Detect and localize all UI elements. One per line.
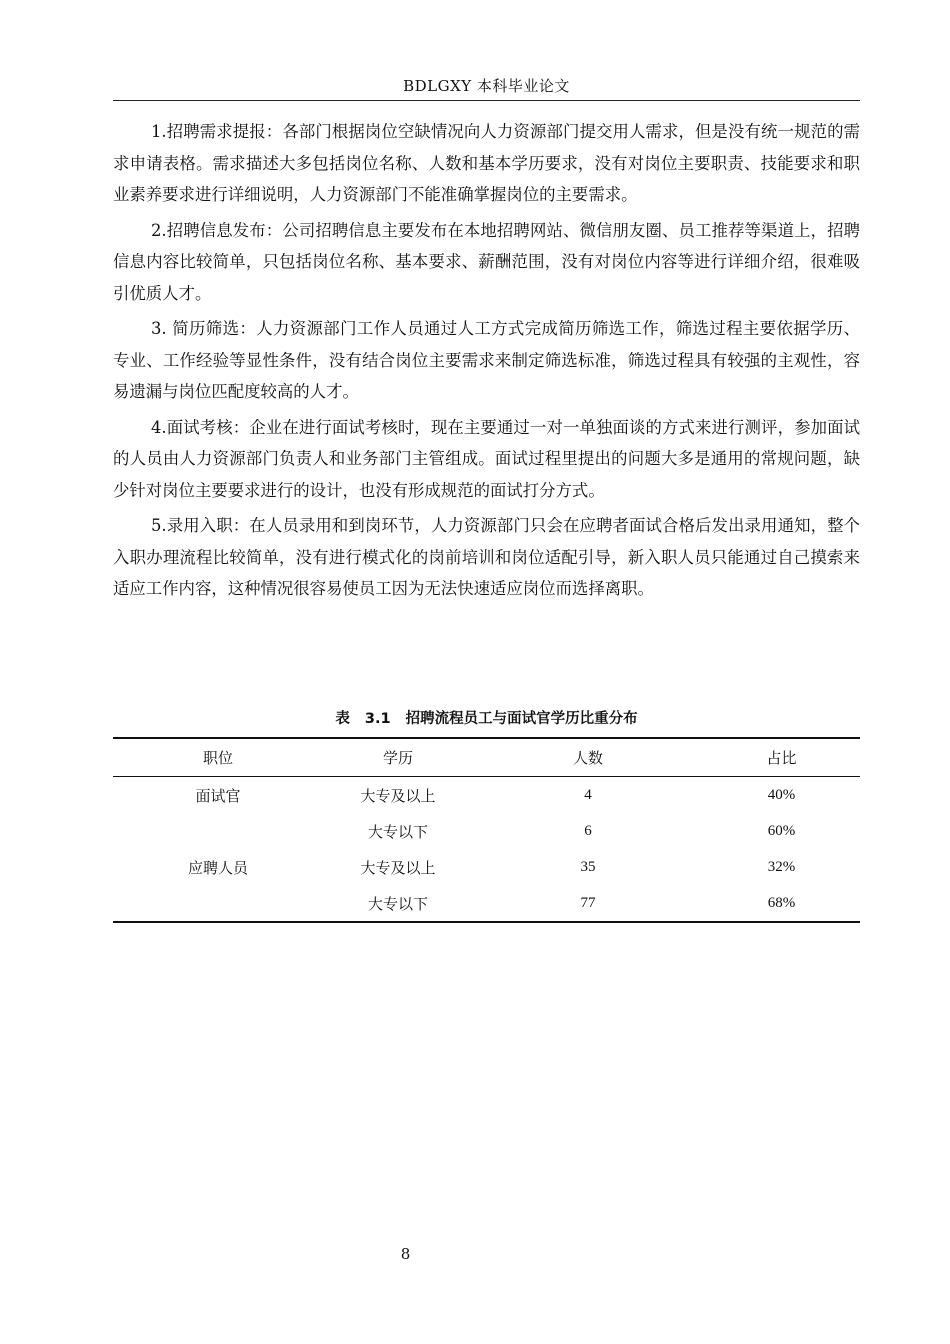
cell-education: 大专以下 [323,885,473,922]
body-text [113,116,860,609]
cell-ratio: 60% [767,822,796,839]
column-header-position: 职位 [113,738,323,777]
cell-count: 6 [584,822,592,839]
cell-count: 35 [580,858,596,875]
paragraph-resume-screening: 3. 简历筛选：人力资源部门工作人员通过人工方式完成简历筛选工作，筛选过程主要依据学历、专业、工作经验等显性条件，没有结合岗位主要需求来制定筛选标准，筛选过程具有较强的主观性，容易遗漏与岗位匹配度较高的人才。 [113,319,860,401]
cell-education: 大专及以上 [360,786,436,805]
table-row [113,777,860,814]
cell-education: 大专及以上 [360,858,436,877]
paragraph-onboarding: 5.录用入职：在人员录用和到岗环节，人力资源部门只会在应聘者面试合格后发出录用通知，整个入职办理流程比较简单，没有进行模式化的岗前培训和岗位适配引导，新入职人员只能通过自己摸索来适应工作内容，这种情况很容易使员工因为无法快速适应岗位而选择离职。 [113,516,860,598]
table-row [113,885,860,922]
cell-position [113,885,323,922]
column-header-ratio: 占比 [703,738,860,777]
cell-position: 面试官 [195,786,241,805]
header-divider [113,100,860,101]
table-caption: 表 3.1 招聘流程员工与面试官学历比重分布 [335,711,638,727]
paragraph-interview-assessment: 4.面试考核：企业在进行面试考核时，现在主要通过一对一单独面谈的方式来进行测评，参加面试的人员由人力资源部门负责人和业务部门主管组成。面试过程里提出的问题大多是通用的常规问题，缺少针对岗位主要要求进行的设计，也没有形成规范的面试打分方式。 [113,417,860,500]
page-header: BDLGXY 本科毕业论文 [403,77,570,95]
table-row [113,813,860,849]
cell-count: 77 [473,885,703,922]
column-header-education: 学历 [323,738,473,777]
paragraph-info-release: 2.招聘信息发布：公司招聘信息主要发布在本地招聘网站、微信朋友圈、员工推荐等渠道上，招聘信息内容比较简单，只包括岗位名称、基本要求、薪酬范围，没有对岗位内容等进行详细介绍，很难吸引优质人才。 [113,220,860,303]
cell-ratio: 32% [767,858,796,875]
table-header-row [113,738,860,777]
cell-ratio: 68% [703,885,860,922]
cell-education: 大专以下 [367,822,428,841]
cell-ratio: 40% [767,786,796,803]
cell-position [113,813,323,849]
cell-count: 4 [584,786,592,803]
cell-position: 应聘人员 [187,858,248,877]
education-distribution-table [113,737,860,923]
page-number: 8 [400,1245,411,1263]
table-row [113,849,860,885]
column-header-count: 人数 [473,738,703,777]
paragraph-requirement-submission: 1.招聘需求提报：各部门根据岗位空缺情况向人力资源部门提交用人需求，但是没有统一规范的需求申请表格。需求描述大多包括岗位名称、人数和基本学历要求，没有对岗位主要职责、技能要求和职业素养要求进行详细说明，人力资源部门不能准确掌握岗位的主要需求。 [113,122,860,204]
